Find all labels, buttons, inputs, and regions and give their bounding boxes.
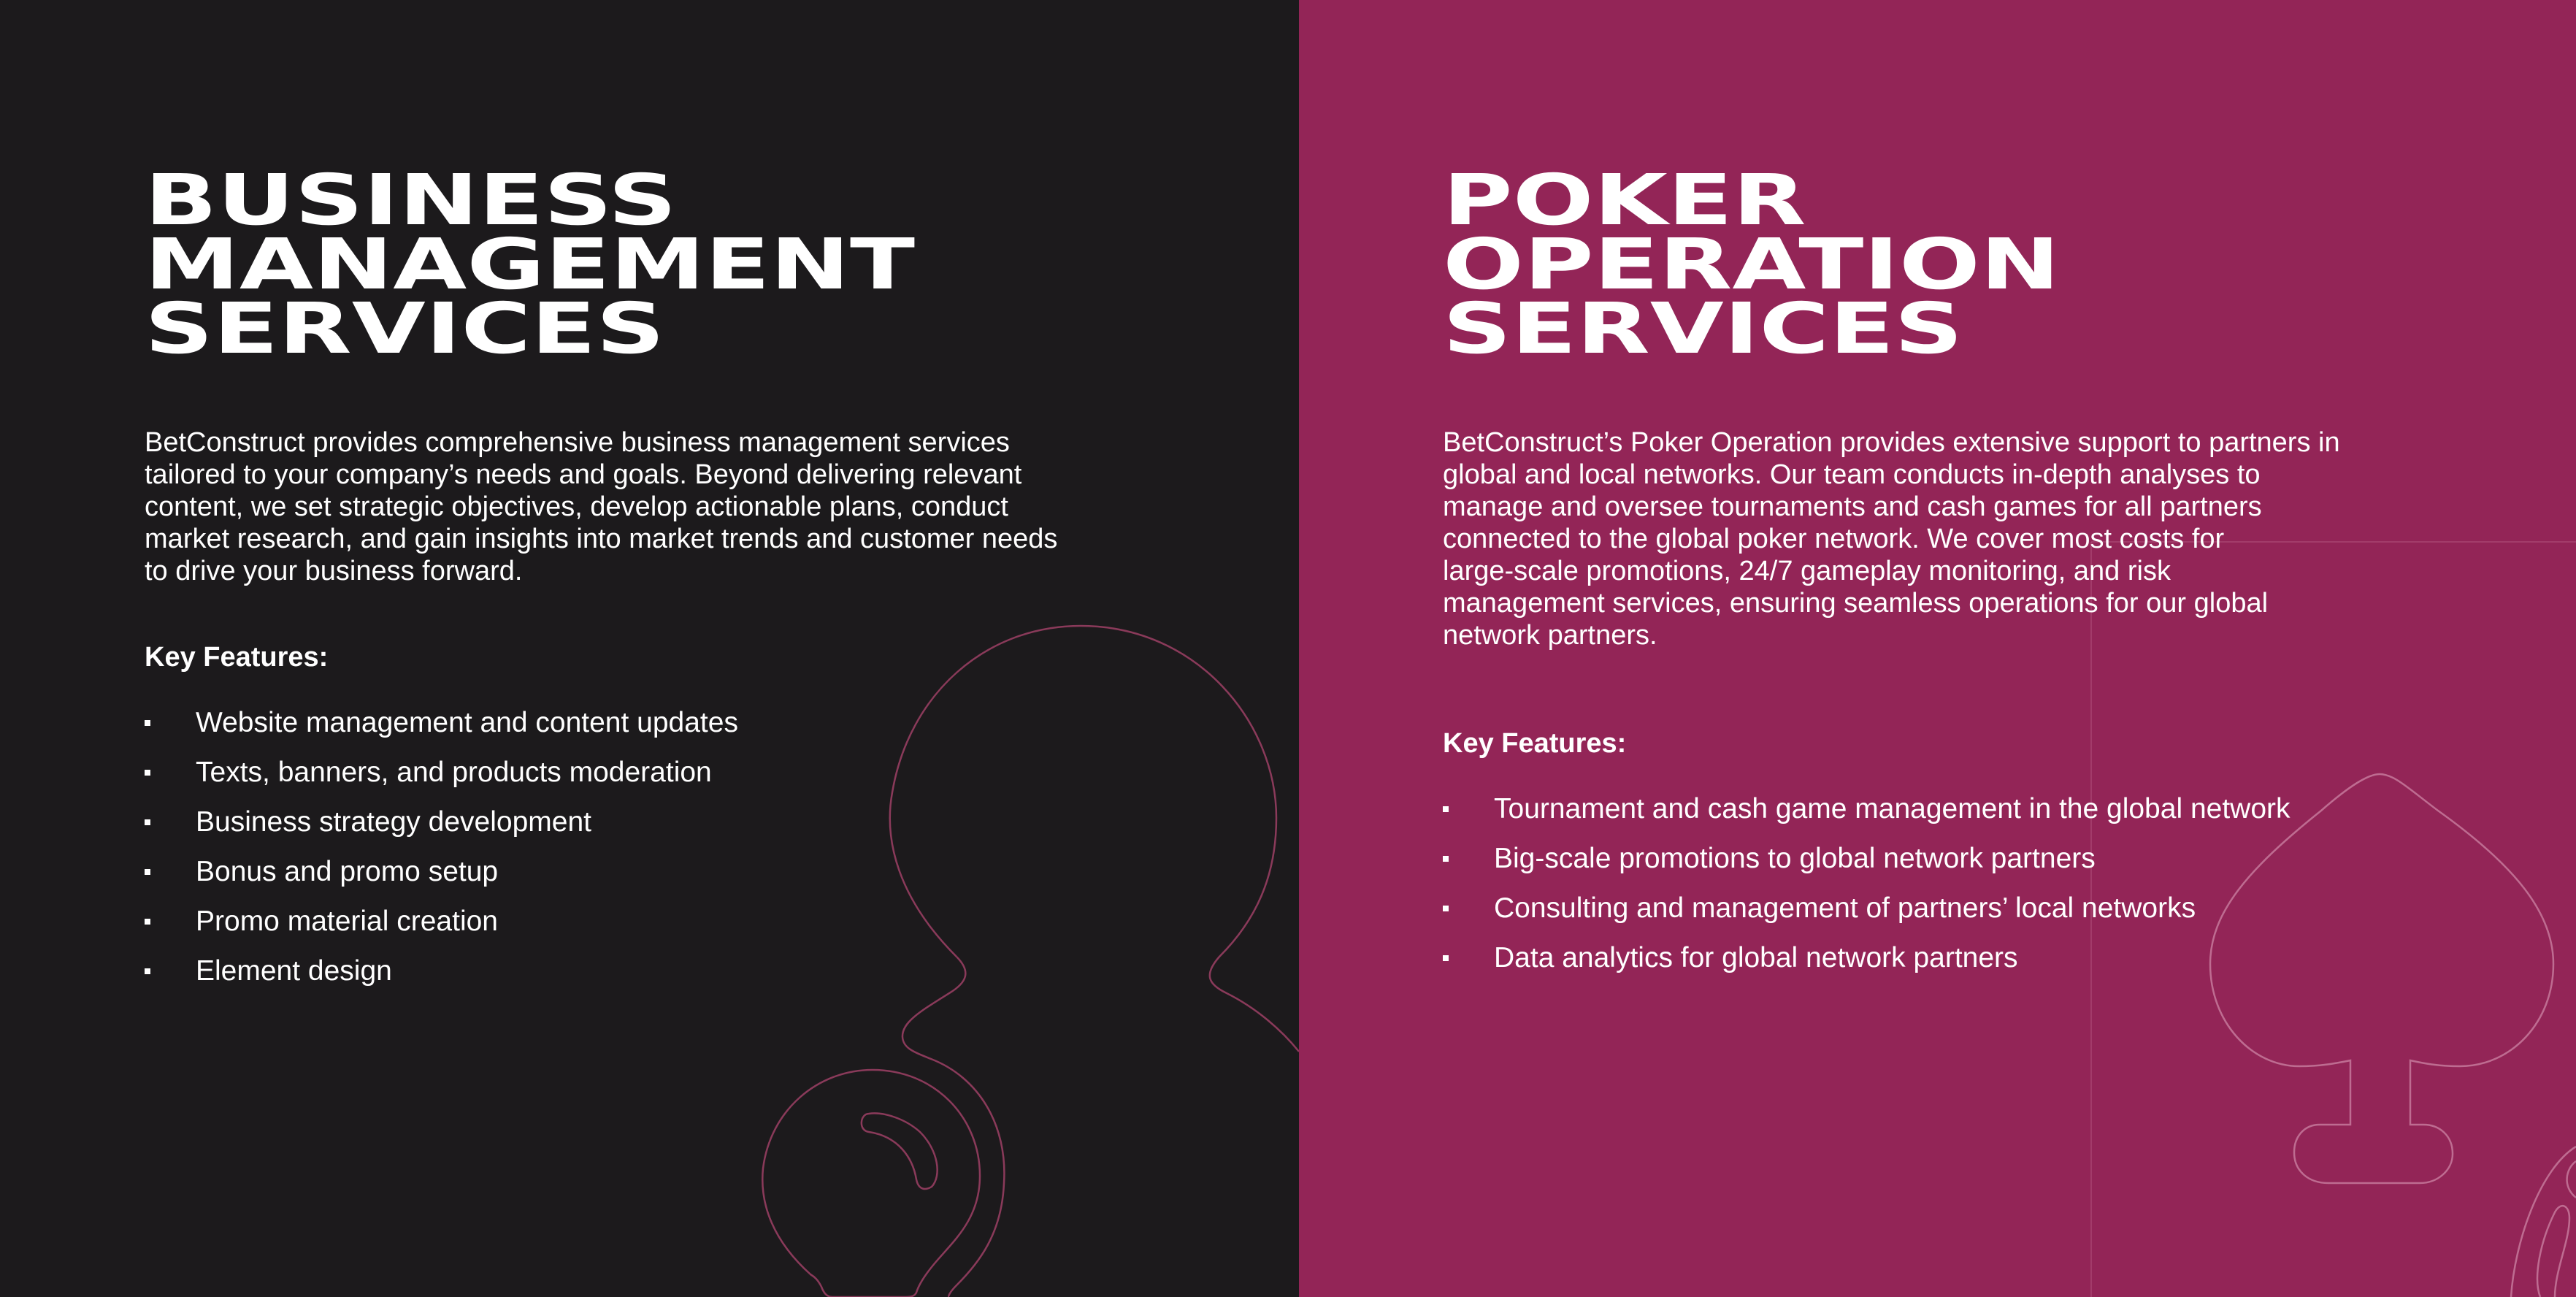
feature-text: Texts, banners, and products moderation xyxy=(196,757,712,788)
intro-line: BetConstruct’s Poker Operation provides extensive support to partners in xyxy=(1443,427,2340,458)
square-bullet-icon xyxy=(145,869,150,875)
poker-operation-panel xyxy=(1299,0,2576,1297)
list-item xyxy=(1443,843,2480,892)
intro-line: global and local networks. Our team conducts in-depth analyses to xyxy=(1443,459,2261,490)
intro-line: network partners. xyxy=(1443,620,1657,651)
list-item xyxy=(145,806,1181,856)
list-item xyxy=(1443,793,2480,843)
poker-operation-intro xyxy=(1443,426,2480,651)
square-bullet-icon xyxy=(145,770,150,776)
title-line: POKER xyxy=(1443,159,1806,241)
intro-line: connected to the global poker network. We cover most costs for xyxy=(1443,524,2225,554)
square-bullet-icon xyxy=(1443,955,1449,961)
feature-text: Website management and content updates xyxy=(196,707,738,738)
square-bullet-icon xyxy=(145,819,150,825)
business-management-intro xyxy=(145,426,1181,587)
list-item xyxy=(145,757,1181,806)
list-item xyxy=(145,856,1181,906)
list-item xyxy=(145,707,1181,757)
list-item xyxy=(145,906,1181,955)
feature-text: Promo material creation xyxy=(196,906,498,937)
business-management-content xyxy=(145,159,1181,1005)
square-bullet-icon xyxy=(145,720,150,726)
square-bullet-icon xyxy=(1443,806,1449,812)
intro-line: BetConstruct provides comprehensive business management services xyxy=(145,427,1010,458)
feature-text: Bonus and promo setup xyxy=(196,856,499,887)
key-features-label: Key Features: xyxy=(145,642,329,673)
square-bullet-icon xyxy=(1443,856,1449,862)
square-bullet-icon xyxy=(145,968,150,974)
title-line: OPERATION xyxy=(1443,223,2061,305)
list-item xyxy=(1443,942,2480,992)
intro-line: manage and oversee tournaments and cash games for all partners xyxy=(1443,491,2262,522)
list-item xyxy=(145,955,1181,1005)
title-line: MANAGEMENT xyxy=(145,223,916,305)
key-features-label: Key Features: xyxy=(1443,728,1627,759)
list-item xyxy=(1443,892,2480,942)
intro-line: content, we set strategic objectives, develop actionable plans, conduct xyxy=(145,491,1008,522)
title-line: SERVICES xyxy=(145,288,665,370)
feature-text: Big-scale promotions to global network partners xyxy=(1494,843,2096,874)
intro-line: tailored to your company’s needs and goals. Beyond delivering relevant xyxy=(145,459,1022,490)
feature-text: Element design xyxy=(196,955,392,987)
poker-features-list xyxy=(1443,793,2480,992)
square-bullet-icon xyxy=(1443,906,1449,911)
square-bullet-icon xyxy=(145,919,150,925)
intro-line: management services, ensuring seamless operations for our global xyxy=(1443,588,2269,619)
feature-text: Consulting and management of partners’ local networks xyxy=(1494,892,2196,924)
feature-text: Business strategy development xyxy=(196,806,591,838)
business-features-list xyxy=(145,707,1181,1005)
intro-line: large-scale promotions, 24/7 gameplay monitoring, and risk xyxy=(1443,556,2171,586)
intro-line: market research, and gain insights into market trends and customer needs xyxy=(145,524,1058,554)
business-management-title xyxy=(145,159,1299,370)
title-line: SERVICES xyxy=(1443,288,1963,370)
poker-operation-title xyxy=(1443,159,2576,370)
feature-text: Data analytics for global network partners xyxy=(1494,942,2018,973)
poker-operation-content xyxy=(1443,159,2480,992)
intro-line: to drive your business forward. xyxy=(145,556,523,586)
feature-text: Tournament and cash game management in the global network xyxy=(1494,793,2291,825)
title-line: BUSINESS xyxy=(145,159,677,241)
